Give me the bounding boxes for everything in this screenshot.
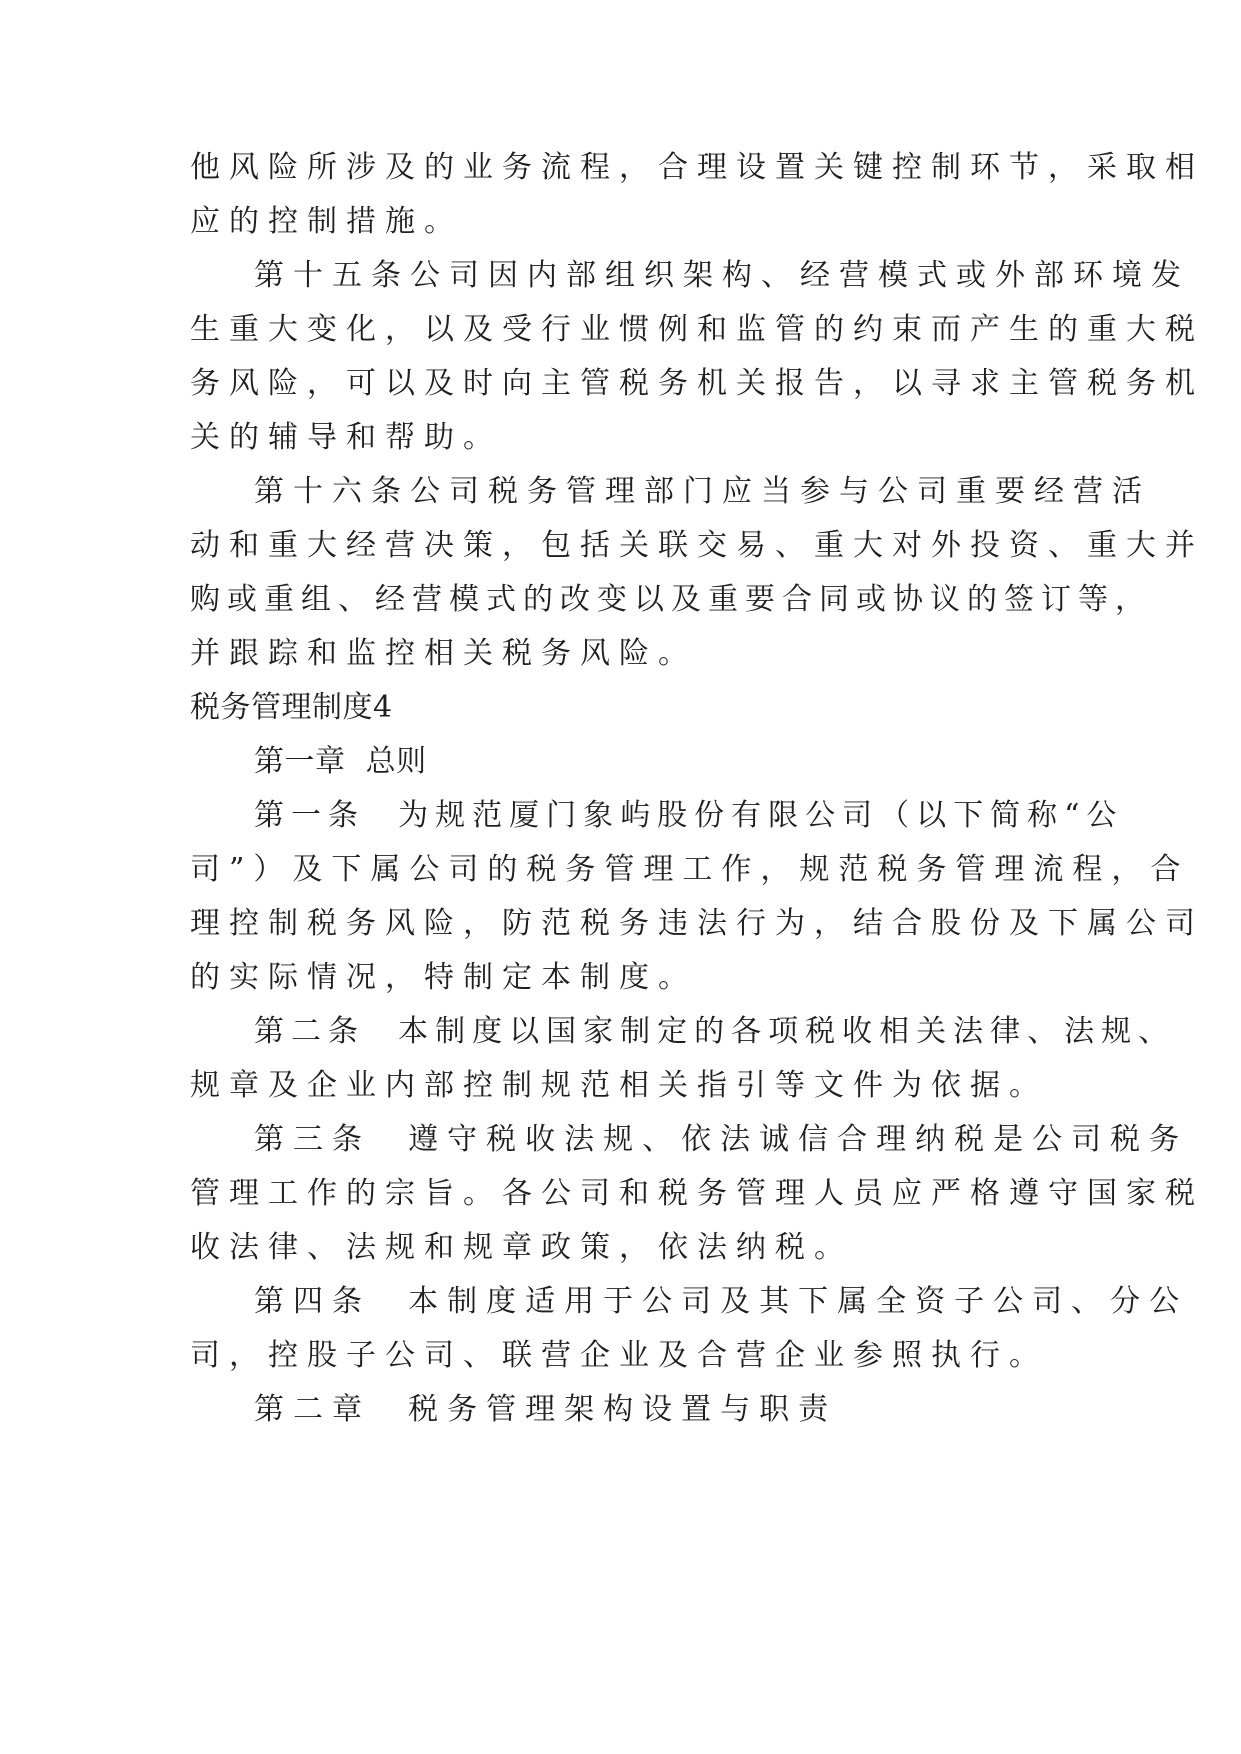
paragraph-line: 购或重组、经营模式的改变以及重要合同或协议的签订等， (190, 582, 1152, 617)
paragraph-line: 应的控制措施。 (190, 204, 463, 239)
paragraph-line: 关的辅导和帮助。 (190, 420, 502, 455)
chapter-1-heading: 第一章 总则 (254, 744, 427, 779)
paragraph-line: 动和重大经营决策，包括关联交易、重大对外投资、重大并 (190, 528, 1204, 563)
paragraph-line: 并跟踪和监控相关税务风险。 (190, 636, 697, 671)
article-2-line: 第二条 本制度以国家制定的各项税收相关法律、法规、 (254, 1014, 1176, 1049)
paragraph-line: 收法律、法规和规章政策，依法纳税。 (190, 1230, 853, 1265)
paragraph-line: 规章及企业内部控制规范相关指引等文件为依据。 (190, 1068, 1048, 1103)
article-1-line: 第一条 为规范厦门象屿股份有限公司（以下简称“公 (254, 798, 1124, 833)
chapter-2-heading: 第二章 税务管理架构设置与职责 (254, 1392, 838, 1427)
paragraph-line: 务风险，可以及时向主管税务机关报告，以寻求主管税务机 (190, 366, 1204, 401)
paragraph-line: 他风险所涉及的业务流程，合理设置关键控制环节，采取相 (190, 150, 1204, 185)
article-15-line: 第十五条公司因内部组织架构、经营模式或外部环境发 (254, 258, 1190, 293)
paragraph-line: 司”）及下属公司的税务管理工作，规范税务管理流程，合 (190, 852, 1190, 887)
paragraph-line: 生重大变化，以及受行业惯例和监管的约束而产生的重大税 (190, 312, 1204, 347)
article-3-line: 第三条 遵守税收法规、依法诚信合理纳税是公司税务 (254, 1122, 1189, 1157)
paragraph-line: 管理工作的宗旨。各公司和税务管理人员应严格遵守国家税 (190, 1176, 1204, 1211)
section-title: 税务管理制度4 (190, 690, 393, 725)
paragraph-line: 理控制税务风险，防范税务违法行为，结合股份及下属公司 (190, 906, 1204, 941)
article-4-line: 第四条 本制度适用于公司及其下属全资子公司、分公 (254, 1284, 1189, 1319)
article-16-line: 第十六条公司税务管理部门应当参与公司重要经营活 (254, 474, 1151, 509)
paragraph-line: 司，控股子公司、联营企业及合营企业参照执行。 (190, 1338, 1048, 1373)
paragraph-line: 的实际情况，特制定本制度。 (190, 960, 697, 995)
